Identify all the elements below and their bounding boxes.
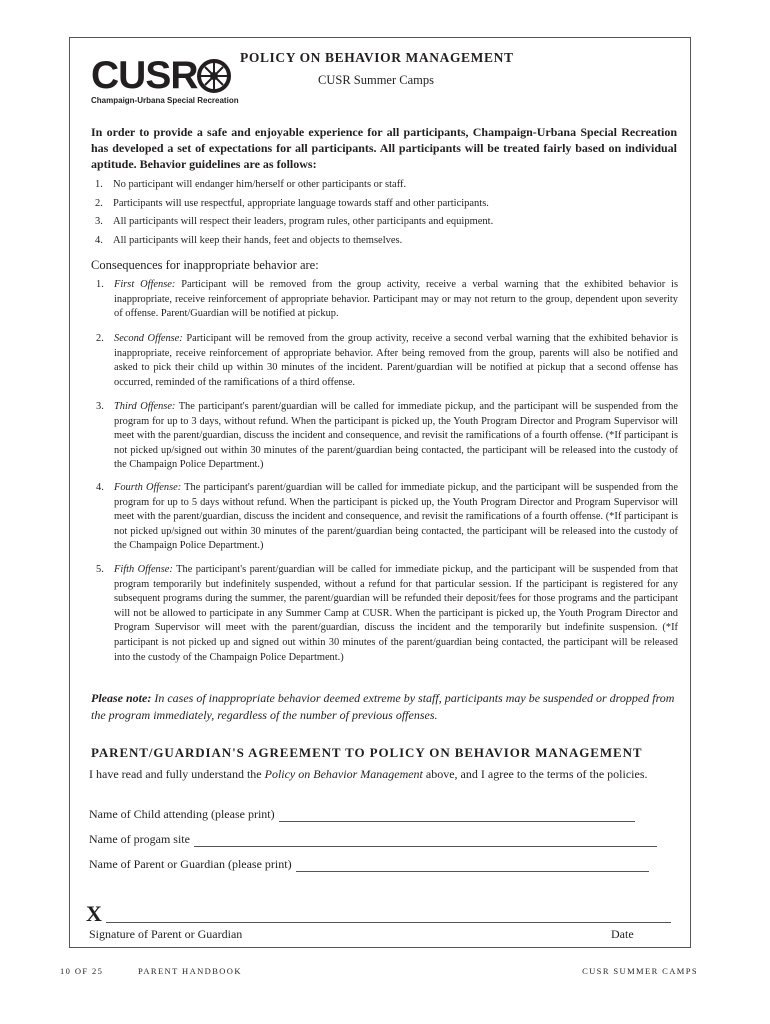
list-item: 4. All participants will keep their hands, feet and objects to themselves. <box>95 234 403 246</box>
list-item: 1. No participant will endanger him/herself or other participants or staff. <box>95 179 407 190</box>
consequences-heading: Consequences for inappropriate behavior are: <box>91 258 319 272</box>
offense-label: First Offense: <box>114 279 176 290</box>
guidelines-list <box>95 176 675 250</box>
signature-x-mark: X <box>86 901 102 926</box>
wheel-icon <box>196 58 232 94</box>
list-item: 2. Participants will use respectful, appropriate language towards staff and other participants. <box>95 197 489 209</box>
offense-label: Second Offense: <box>114 333 183 344</box>
offense-item: 1. First Offense: Participant will be removed from the group activity, receive a verbal warning that the exhibited behavior is inappropriate, receive reinforcement of appropriate behavior. Participant may or may not return to the group, dependent upon severity of offense. Parent/Guardian will be notified at pickup. <box>96 279 678 320</box>
offense-item: 3. Third Offense: The participant's parent/guardian will be called for immediate pickup, and the participant will be suspended from the program for up to 3 days, without refund. When the participant is picked up, the Youth Program Director and Program Supervisor will meet with the parent/guardian, discuss the incident and consequence, and revisit the ramifications of a fourth offense. (*If participant is not picked up/signed out within 30 minutes of the parent/guardian being contacted, the participant will be released into the custody of the Champaign Police Department.) <box>96 401 678 471</box>
logo-wordmark: CUSR <box>91 54 198 97</box>
signature-label: Signature of Parent or Guardian <box>89 927 243 941</box>
page-subtitle: CUSR Summer Camps <box>318 73 434 87</box>
child-name-input[interactable] <box>279 811 635 822</box>
note-label: Please note: <box>91 691 152 705</box>
parent-name-input[interactable] <box>296 861 649 872</box>
signature-line[interactable] <box>106 922 671 923</box>
footer-right: CUSR SUMMER CAMPS <box>582 966 698 976</box>
offense-label: Fifth Offense: <box>114 564 173 575</box>
parent-name-field[interactable] <box>89 857 649 872</box>
footer-handbook: PARENT HANDBOOK <box>138 966 242 976</box>
date-label: Date <box>611 927 634 941</box>
offense-item: 4. Fourth Offense: The participant's parent/guardian will be called for immediate pickup, and the participant will be suspended from the program for up to 5 days without refund. When the participant is picked up, the Youth Program Director and Program Supervisor will meet with the parent/guardian, discuss the incident and consequence, and revisit the ramifications of a fourth offense. (*If participant is not picked up/signed out within 30 minutes of the parent/guardian being contacted, the participant will be released into the custody of the Champaign Police Department.) <box>96 482 678 552</box>
child-name-field[interactable] <box>89 807 635 822</box>
footer-page-number: 10 OF 25 <box>60 966 104 976</box>
parent-name-label: Name of Parent or Guardian (please print) <box>89 857 292 871</box>
policy-name: Policy on Behavior Management <box>264 767 423 781</box>
agreement-heading: PARENT/GUARDIAN'S AGREEMENT TO POLICY ON BEHAVIOR MANAGEMENT <box>91 745 643 760</box>
agreement-text: I have read and fully understand the Policy on Behavior Management above, and I agree to the terms of the policies. <box>89 767 648 781</box>
child-name-label: Name of Child attending (please print) <box>89 807 275 821</box>
cusr-logo <box>91 56 241 108</box>
offense-item: 5. Fifth Offense: The participant's parent/guardian will be called for immediate pickup, and the participant will be suspended from that program temporarily but indefinitely suspended, without a refund for that particular session. If the participant is registered for any subsequent programs during the summer, the parent/guardian will be refunded their deposit/fees for those programs and the participant will not be allowed to participate in any Summer Camp at CUSR. When the participant is picked up, the Youth Program Director and Program Supervisor will meet with the parent/guardian, discuss the incident and the temporarily but indefinite suspension. (*If participant is not picked up and signed out within 30 minutes of the parent/guardian being contacted, the participant will be released into the custody of the Champaign Police Department.) <box>96 564 678 663</box>
offense-label: Third Offense: <box>114 401 176 412</box>
program-site-label: Name of progam site <box>89 832 190 846</box>
program-site-field[interactable] <box>89 832 657 847</box>
program-site-input[interactable] <box>194 836 657 847</box>
list-item: 3. All participants will respect their leaders, program rules, other participants and equipment. <box>95 216 494 227</box>
logo-tagline: Champaign-Urbana Special Recreation <box>91 96 239 105</box>
intro-paragraph: In order to provide a safe and enjoyable experience for all participants, Champaign-Urbana Special Recreation has developed a set of expectations for all participants. All participants will be treated fairly based on individual aptitude. Behavior guidelines are as follows: <box>91 125 677 171</box>
please-note: Please note: In cases of inappropriate behavior deemed extreme by staff, participants may be suspended or dropped from the program immediately, regardless of the number of previous offenses. <box>91 691 675 722</box>
offense-item: 2. Second Offense: Participant will be removed from the group activity, receive a second verbal warning that the exhibited behavior is inappropriate, receive reinforcement of appropriate behavior. After being removed from the group, parents will also be notified and asked to pick their child up within 30 minutes of the incident. Parent/guardian will be notified at pickup that a second offense has occurred, reminded of the ramifications of a third offense. <box>96 333 678 388</box>
offense-label: Fourth Offense: <box>114 482 182 493</box>
page-title: POLICY ON BEHAVIOR MANAGEMENT <box>240 50 514 65</box>
